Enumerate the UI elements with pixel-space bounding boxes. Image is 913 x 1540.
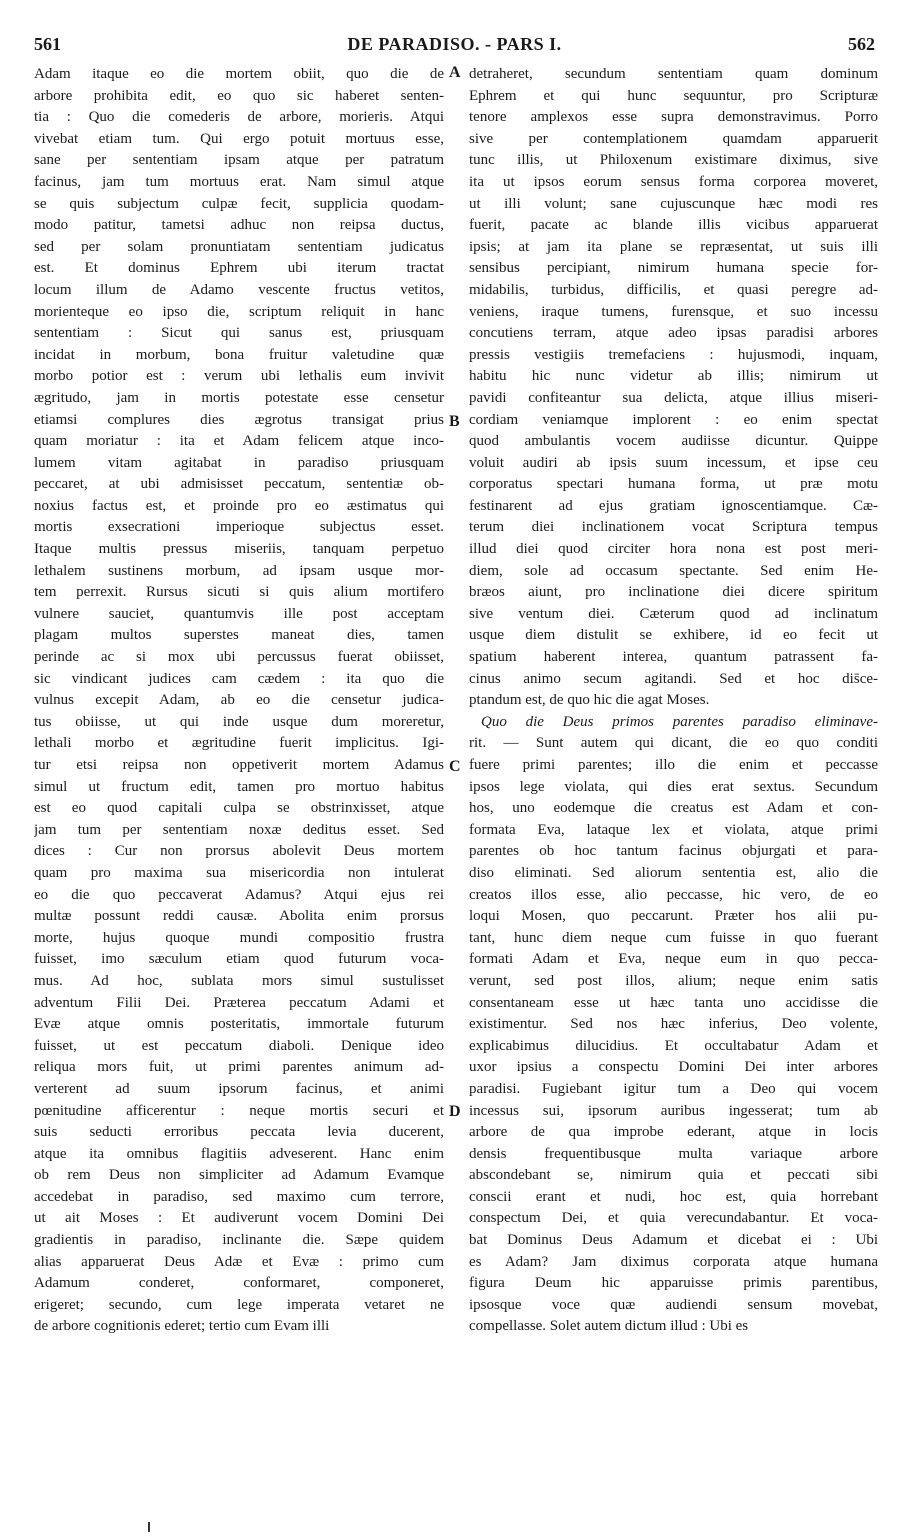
text-line: reliqua mors fuit, ut primi parentes animum ad- (34, 1059, 444, 1076)
text-line: corporatus spectari humana forma, ut præ motu (469, 476, 878, 493)
text-line: suis seducti erroribus peccata levia ducerent, (34, 1124, 444, 1141)
text-line: sensibus percipiant, nimirum humana specie for- (469, 260, 878, 277)
text-line: Evæ atque omnis posteritatis, immortale futurum (34, 1016, 444, 1033)
text-line: consentaneam esse ut hæc tanta uno accidisse die (469, 994, 878, 1011)
text-line: locum illum de Adamo vescente fructus vetitos, (34, 281, 444, 298)
text-line: quod ambulantis vocem audiisse dicuntur. Quippe (469, 433, 878, 450)
text-line: erigeret; secundo, cum lege imperata vetaret ne (34, 1296, 444, 1313)
text-line: pavidi confiteantur sua delicta, atque illius miseri- (469, 389, 878, 406)
text-line: morbo potior est : verum ubi lethalis eum invivit (34, 368, 444, 385)
text-line: quam moriatur : ita et Adam felicem atque inco- (34, 433, 444, 450)
text-line: fuisset, ut est peccatum diaboli. Denique ideo (34, 1037, 444, 1054)
text-line: Ephrem et qui hunc sequuntur, pro Scripturæ (469, 87, 878, 104)
text-line: arbore de qua improbe ederant, atque in locis (469, 1124, 878, 1141)
text-line: ægritudo, jam in mortis potestate esse censetur (34, 389, 444, 406)
text-line: Quo die Deus primos parentes paradiso eliminave- (481, 713, 878, 730)
text-line: bræos aiunt, pro inclinatione diei dicere spiritum (469, 584, 878, 601)
text-line: formata Eva, lataque lex et violata, atque primi (469, 821, 878, 838)
section-marker-c: C (449, 758, 461, 775)
text-line: sive per contemplationem quamdam apparuerit (469, 130, 878, 147)
text-line: cinus animo secum agitandi. Sed et hoc dis̄ce- (469, 670, 878, 687)
text-line: accedebat in paradiso, sed maximo cum terrore, (34, 1188, 444, 1205)
running-header (34, 34, 875, 62)
text-line: tem perrexit. Rursus sicuti si quis alium mortifero (34, 584, 444, 601)
text-line: voluit audiri ab ipsis suum incessum, et ipse ceu (469, 454, 878, 471)
text-line: tenore amplexos esse supra demonstravimus. Porro (469, 109, 878, 126)
text-line: fuere primi parentes; illo die enim et peccasse (469, 757, 878, 773)
text-line: pœnitudine afficerentur : neque mortis securi et (34, 1102, 444, 1119)
text-line: midabilis, turbidus, difficilis, et quasi peregre ad- (469, 281, 878, 298)
text-line: habitu hic nunc videtur ab illis; nimirum ut (469, 368, 878, 385)
text-line: ut illi volunt; sane cujuscunque hæc modi res (469, 195, 878, 212)
text-line: loqui Mosen, quo peccarunt. Præter hos alii pu- (469, 908, 878, 925)
text-line: es Adam? Jam diximus corporata atque humana (469, 1253, 878, 1270)
text-line: paradisi. Fugiebant igitur tum a Deo qui vocem (469, 1080, 878, 1097)
text-line: vulnere sauciet, quantumvis ille post acceptam (34, 605, 444, 622)
text-line: usque diem distulit se exhibere, id eo fecit ut (469, 627, 878, 644)
text-line: densis frequentibusque multa variaque arbore (469, 1145, 878, 1162)
text-line: alias apparuerat Deus Adæ et Evæ : primo cum (34, 1253, 444, 1270)
text-line: morienteque eo ipso die, scriptum reliquit in hanc (34, 303, 444, 320)
text-line: noxius factus est, et proinde pro eo æstimatus qui (34, 497, 444, 514)
text-line: perinde ac si mox ubi percussus fuerat obiisset, (34, 649, 444, 666)
text-line: multæ possunt reddi causæ. Abolita enim prorsus (34, 908, 444, 925)
text-line: tur etsi reipsa non oppetiverit mortem Adamus (34, 757, 444, 773)
text-line: creatos illos esse, alio peccasse, hic vero, de eo (469, 886, 878, 903)
text-line: pressis vestigiis tremefaciens : hujusmodi, inquam, (469, 346, 878, 363)
text-line: existimentur. Sed nos hæc inferius, Deo volente, (469, 1016, 878, 1033)
text-line: explicabimus dilucidius. Et occultabatur Adam et (469, 1037, 878, 1054)
text-line: fuisset, imo sæculum etiam quod futurum voca- (34, 951, 444, 968)
left-column (34, 64, 444, 1338)
text-line: illud diei quod circiter hora nona est post meri- (469, 541, 878, 558)
text-line: detraheret, secundum sententiam quam dominum (469, 66, 878, 82)
text-line: lethali morbo et ægritudine fuerit implicitus. Igi- (34, 735, 444, 752)
text-line: ipsis; at jam ita plane se repræsentat, ut suis illi (469, 238, 878, 255)
text-line: vulnus excepit Adam, ab eo die censetur judica- (34, 692, 444, 709)
text-line: arbore prohibita edit, eo quo sic haberet senten- (34, 87, 444, 104)
text-line: sane per sententiam ipsam atque per patratum (34, 152, 444, 169)
text-line: plagam multos superstes maneat dies, tamen (34, 627, 444, 644)
text-line: cordiam veniamque implorent : eo enim spectat (469, 411, 878, 428)
text-line: est eo quod capitali culpa se obstrinxisset, atque (34, 800, 444, 817)
text-line: est. Et dominus Ephrem ubi iterum tractat (34, 260, 444, 277)
text-line: lumem vitam agitabat in paradiso priusquam (34, 454, 444, 471)
text-line: parentes ob hoc tantum facinus objurgati et para- (469, 843, 878, 860)
text-line: sive ventum diei. Cæterum quod ad inclinatum (469, 605, 878, 622)
text-line: verterent ad suum ipsorum facinus, et animi (34, 1080, 444, 1097)
running-title: DE PARADISO. - PARS I. (347, 34, 562, 54)
text-line: se quis subjectum culpæ fecit, supplicia quodam- (34, 195, 444, 212)
text-line: tant, hunc diem neque cum fuisse in quo fuerant (469, 929, 878, 946)
text-line: concutiens terram, atque adeo ipsas paradisi arbores (469, 325, 878, 342)
text-line: hos, uno eodemque die creatus est Adam et con- (469, 800, 878, 817)
text-line: sed per solam pronuntiatam sententiam judicatus (34, 238, 444, 255)
text-line: verunt, sed post illos, alium; neque enim satis (469, 972, 878, 989)
text-line: bat Dominus Deus Adamum et dicebat ei : Ubi (469, 1232, 878, 1249)
text-line: gradientis in paradiso, inclinante die. Sæpe quidem (34, 1232, 444, 1249)
text-line: eo die quo peccaverat Adamus? Atqui ejus rei (34, 886, 444, 903)
text-line: etiamsi complures dies ægrotus transigat prius (34, 411, 444, 428)
section-marker-b: B (449, 413, 460, 430)
text-line: spatium haberent interea, quantum patrassent fa- (469, 649, 878, 666)
text-line: compellasse. Solet autem dictum illud : Ubi es (469, 1318, 749, 1335)
text-line: diso eliminati. Sed aliorum sententia est, alio die (469, 864, 878, 881)
text-line: abscondebant se, nimirum quia et peccati sibi (469, 1167, 878, 1184)
text-line: lethalem sustinens morbum, ad ipsam usque mor- (34, 562, 444, 579)
text-line: ipsos lege violata, qui dies erat sextus. Secundum (469, 778, 878, 795)
text-line: jam tum per sententiam noxæ deditus esset. Sed (34, 821, 444, 838)
text-line: fuerit, pacate ac blande illis vicibus apparuerat (469, 217, 878, 234)
text-line: facinus, jam tum mortuus erat. Nam simul atque (34, 173, 444, 190)
text-line: dices : Cur non prorsus abolevit Deus mortem (34, 843, 444, 860)
text-line: simul ut fructum edit, tamen pro mortuo habitus (34, 778, 444, 795)
text-line: mus. Ad hoc, sublata mors simul sustulisset (34, 972, 444, 989)
text-line: sic vindicant judices cam cædem : ita quo die (34, 670, 444, 687)
right-column (469, 64, 878, 1338)
section-marker-d: D (449, 1103, 461, 1120)
page-number-right: 562 (848, 34, 875, 54)
text-line: diem, sole ad occasum spectante. Sed enim He- (469, 562, 878, 579)
text-line: ob rem Deus non simpliciter ad Adamum Evamque (34, 1167, 444, 1184)
text-line: tunc illis, ut Philoxenum existimare diximus, sive (469, 152, 878, 169)
page-number-left: 561 (34, 34, 61, 54)
text-line: conspectum Dei, et quia verecundabantur. Et voca- (469, 1210, 878, 1227)
text-line: ita ut ipsos eorum sensus forma corporea moveret, (469, 173, 878, 190)
text-line: sententiam : Sicut qui sanus est, priusquam (34, 325, 444, 342)
text-line: uxor ipsius a conspectu Domini Dei inter arbores (469, 1059, 878, 1076)
text-line: modo patitur, tametsi adhuc non reipsa ductus, (34, 217, 444, 234)
text-line: terum diei inclinationem vocat Scriptura tempus (469, 519, 878, 536)
text-line: morte, hujus quoque mundi compositio frustra (34, 929, 444, 946)
text-line: formati Adam et Eva, neque eum in quo pecca- (469, 951, 878, 968)
text-line: tia : Quo die comederis de arbore, morieris. Atqui (34, 109, 444, 126)
text-line: atque ita omnibus flagitiis adveserent. Hanc enim (34, 1145, 444, 1162)
text-line: mortis exsecrationi imperioque subjectus esset. (34, 519, 444, 536)
section-marker-a: A (449, 64, 461, 81)
text-line: adventum Filii Dei. Præterea peccatum Adami et (34, 994, 444, 1011)
text-line: ut ait Moses : Et audiverunt vocem Domini Dei (34, 1210, 444, 1227)
text-line: peccaret, at ubi admisisset peccatum, sententiæ ob- (34, 476, 444, 493)
text-line: rit. — Sunt autem qui dicant, die eo quo conditi (469, 735, 878, 752)
text-line: festinarent ad ejus gratiam ignoscentiamque. Cæ- (469, 497, 878, 514)
text-line: vivebat etiam tum. Qui ergo potuit mortuus esse, (34, 130, 444, 147)
text-line: Adam itaque eo die mortem obiit, quo die de (34, 66, 444, 82)
text-line: incessus sui, ipsorum auribus ingesserat; tum ab (469, 1102, 878, 1119)
page-mark (148, 1522, 150, 1532)
text-line: Adamum conderet, conformaret, componeret, (34, 1275, 444, 1292)
text-line: tus obiisse, ut qui inde usque dum moreretur, (34, 713, 444, 730)
text-line: conscii erant et nudi, hoc est, quia horrebant (469, 1188, 878, 1205)
text-line: quam pro maxima sua misericordia non intulerat (34, 864, 444, 881)
text-line: incidat in morbum, bona fruitur valetudine quæ (34, 346, 444, 363)
text-line: de arbore cognitionis ederet; tertio cum Evam illi (34, 1318, 330, 1335)
text-line: ipsosque voce quæ audiendi sensum movebat, (469, 1296, 878, 1313)
text-line: ptandum est, de quo hic die agat Moses. (469, 692, 710, 709)
text-line: figura Deum hic apparuisse primis parentibus, (469, 1275, 878, 1292)
text-line: Itaque multis pressus miseriis, tanquam perpetuo (34, 541, 444, 558)
text-line: veniens, iraque tumens, furensque, et suo incessu (469, 303, 878, 320)
